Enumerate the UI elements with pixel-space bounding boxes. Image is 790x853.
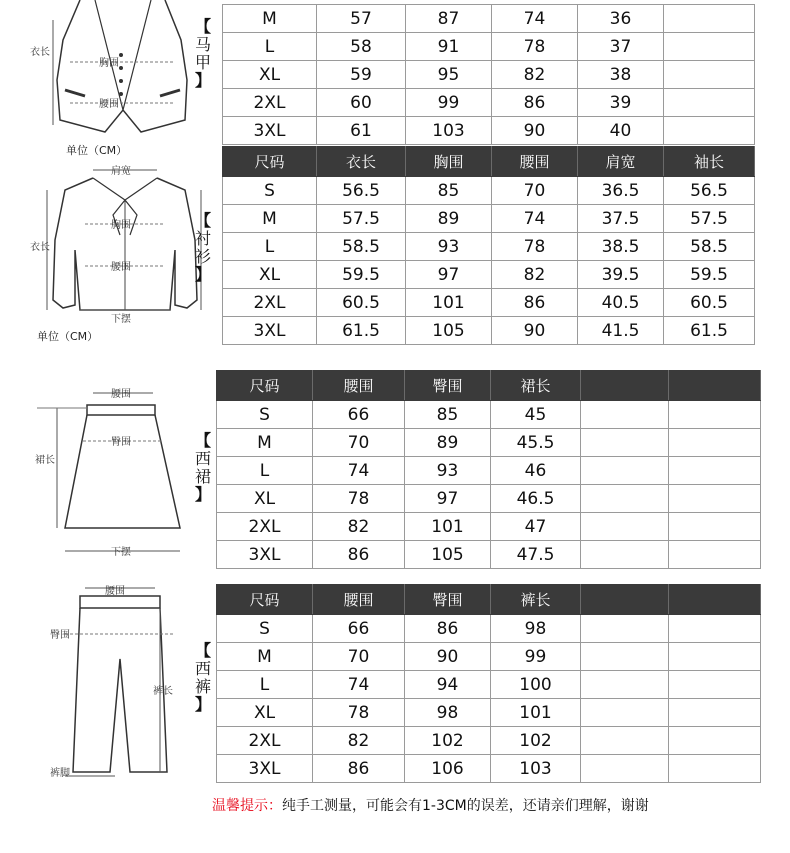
skirt-header-cell: 裙长 bbox=[491, 371, 581, 401]
table-cell: 3XL bbox=[217, 755, 313, 783]
table-row bbox=[223, 61, 755, 89]
table-cell: 94 bbox=[405, 671, 491, 699]
pants-header-cell: 腰围 bbox=[313, 585, 405, 615]
table-cell bbox=[669, 401, 761, 429]
table-cell: 2XL bbox=[223, 289, 317, 317]
pants-length-label: 裤长 bbox=[153, 686, 173, 697]
skirt-hip-label: 臀围 bbox=[111, 437, 131, 448]
table-cell: 99 bbox=[491, 643, 581, 671]
table-cell: 78 bbox=[492, 33, 578, 61]
table-cell: 103 bbox=[406, 117, 492, 145]
table-cell: 98 bbox=[405, 699, 491, 727]
table-cell bbox=[581, 457, 669, 485]
table-row bbox=[223, 261, 755, 289]
table-cell: 86 bbox=[313, 541, 405, 569]
table-cell: 40 bbox=[578, 117, 664, 145]
table-cell: 70 bbox=[492, 177, 578, 205]
table-cell: 3XL bbox=[223, 317, 317, 345]
shirt-size-table bbox=[222, 146, 755, 345]
table-cell: 46 bbox=[491, 457, 581, 485]
table-row bbox=[217, 755, 761, 783]
table-cell: S bbox=[217, 615, 313, 643]
table-cell: 2XL bbox=[223, 89, 317, 117]
table-cell: 70 bbox=[313, 643, 405, 671]
table-cell bbox=[581, 671, 669, 699]
table-cell: XL bbox=[217, 699, 313, 727]
vest-length-label: 衣长 bbox=[30, 47, 50, 58]
table-cell: 97 bbox=[405, 485, 491, 513]
table-cell: 2XL bbox=[217, 513, 313, 541]
shirt-chest-label: 胸围 bbox=[111, 220, 131, 231]
table-row bbox=[223, 289, 755, 317]
table-cell: 66 bbox=[313, 401, 405, 429]
table-cell: 47.5 bbox=[491, 541, 581, 569]
table-cell bbox=[664, 61, 755, 89]
table-row bbox=[217, 699, 761, 727]
skirt-header-cell: 臀围 bbox=[405, 371, 491, 401]
table-cell bbox=[581, 727, 669, 755]
pants-rows bbox=[217, 615, 761, 783]
table-row bbox=[217, 513, 761, 541]
table-cell: 74 bbox=[313, 457, 405, 485]
table-cell: 74 bbox=[492, 5, 578, 33]
table-cell: 86 bbox=[313, 755, 405, 783]
table-cell: 93 bbox=[406, 233, 492, 261]
table-cell: 66 bbox=[313, 615, 405, 643]
table-cell: 45 bbox=[491, 401, 581, 429]
vest-unit: 单位（CM） bbox=[66, 144, 128, 157]
table-cell: 85 bbox=[405, 401, 491, 429]
table-cell: L bbox=[223, 33, 317, 61]
table-cell bbox=[669, 513, 761, 541]
skirt-rows bbox=[217, 401, 761, 569]
table-cell bbox=[669, 429, 761, 457]
table-cell: 90 bbox=[492, 317, 578, 345]
table-cell bbox=[669, 755, 761, 783]
table-cell: 74 bbox=[492, 205, 578, 233]
table-cell: 37 bbox=[578, 33, 664, 61]
table-cell bbox=[581, 699, 669, 727]
table-cell: L bbox=[223, 233, 317, 261]
pants-header-cell bbox=[669, 585, 761, 615]
pants-hem-label: 裤脚 bbox=[50, 768, 70, 779]
tip-text: 纯手工测量，可能会有1-3CM的误差，还请亲们理解，谢谢 bbox=[282, 798, 649, 814]
table-cell: 95 bbox=[406, 61, 492, 89]
table-cell: 103 bbox=[491, 755, 581, 783]
pants-header-cell: 尺码 bbox=[217, 585, 313, 615]
table-cell: 61.5 bbox=[664, 317, 755, 345]
table-cell: 36.5 bbox=[578, 177, 664, 205]
table-cell: L bbox=[217, 457, 313, 485]
table-cell bbox=[581, 429, 669, 457]
table-row bbox=[217, 401, 761, 429]
table-row bbox=[217, 429, 761, 457]
table-cell: 90 bbox=[405, 643, 491, 671]
table-cell: 82 bbox=[492, 261, 578, 289]
table-cell: 47 bbox=[491, 513, 581, 541]
table-cell: 60 bbox=[317, 89, 406, 117]
skirt-header-cell: 腰围 bbox=[313, 371, 405, 401]
table-cell bbox=[664, 5, 755, 33]
table-row bbox=[223, 5, 755, 33]
vest-waist-label: 腰围 bbox=[99, 99, 119, 110]
table-cell: 59.5 bbox=[664, 261, 755, 289]
table-row bbox=[217, 457, 761, 485]
vest-chest-label: 胸围 bbox=[99, 58, 119, 69]
table-cell: 91 bbox=[406, 33, 492, 61]
table-cell bbox=[664, 117, 755, 145]
table-row bbox=[223, 89, 755, 117]
table-cell: 57 bbox=[317, 5, 406, 33]
table-row bbox=[217, 541, 761, 569]
shirt-header-row bbox=[223, 147, 755, 177]
pants-diagram bbox=[25, 584, 195, 784]
table-cell bbox=[581, 755, 669, 783]
table-cell bbox=[669, 615, 761, 643]
table-cell: 56.5 bbox=[664, 177, 755, 205]
table-row bbox=[223, 205, 755, 233]
table-row bbox=[223, 233, 755, 261]
tip-prefix: 温馨提示： bbox=[212, 798, 282, 814]
tip-note bbox=[212, 795, 649, 815]
table-cell bbox=[581, 401, 669, 429]
table-cell: XL bbox=[217, 485, 313, 513]
table-row bbox=[223, 177, 755, 205]
table-row bbox=[223, 117, 755, 145]
table-cell: L bbox=[217, 671, 313, 699]
table-cell bbox=[669, 699, 761, 727]
table-cell: 105 bbox=[406, 317, 492, 345]
table-cell: 60.5 bbox=[317, 289, 406, 317]
table-cell bbox=[669, 457, 761, 485]
table-cell: 102 bbox=[491, 727, 581, 755]
table-row bbox=[223, 33, 755, 61]
table-cell: 58.5 bbox=[317, 233, 406, 261]
table-cell: 90 bbox=[492, 117, 578, 145]
table-cell: S bbox=[223, 177, 317, 205]
table-cell: 78 bbox=[313, 485, 405, 513]
shirt-header-cell: 袖长 bbox=[664, 147, 755, 177]
table-row bbox=[217, 643, 761, 671]
table-cell: 89 bbox=[405, 429, 491, 457]
table-cell: 98 bbox=[491, 615, 581, 643]
table-cell bbox=[669, 727, 761, 755]
table-cell: 85 bbox=[406, 177, 492, 205]
table-cell: 59.5 bbox=[317, 261, 406, 289]
table-cell: 57.5 bbox=[664, 205, 755, 233]
table-cell: 41.5 bbox=[578, 317, 664, 345]
table-cell: 86 bbox=[492, 89, 578, 117]
table-cell: 100 bbox=[491, 671, 581, 699]
table-row bbox=[217, 485, 761, 513]
table-cell bbox=[581, 643, 669, 671]
table-cell: 39.5 bbox=[578, 261, 664, 289]
shirt-hem-label: 下摆 bbox=[111, 314, 131, 325]
table-cell: 86 bbox=[405, 615, 491, 643]
table-cell: XL bbox=[223, 61, 317, 89]
table-cell: M bbox=[223, 205, 317, 233]
table-cell: 106 bbox=[405, 755, 491, 783]
table-cell: 59 bbox=[317, 61, 406, 89]
table-cell: 3XL bbox=[223, 117, 317, 145]
table-cell: 101 bbox=[405, 513, 491, 541]
table-cell: 39 bbox=[578, 89, 664, 117]
table-cell bbox=[581, 513, 669, 541]
table-cell bbox=[669, 541, 761, 569]
table-cell: 38.5 bbox=[578, 233, 664, 261]
shirt-diagram bbox=[25, 160, 215, 335]
shirt-header-cell: 胸围 bbox=[406, 147, 492, 177]
table-row bbox=[217, 727, 761, 755]
table-cell: 56.5 bbox=[317, 177, 406, 205]
shirt-shoulder-label: 肩宽 bbox=[111, 166, 131, 177]
vest-rows bbox=[223, 5, 755, 145]
pants-hip-label: 臀围 bbox=[50, 630, 70, 641]
shirt-header-cell: 衣长 bbox=[317, 147, 406, 177]
table-cell: M bbox=[217, 643, 313, 671]
table-row bbox=[217, 671, 761, 699]
skirt-size-table bbox=[216, 370, 761, 569]
skirt-header-cell bbox=[669, 371, 761, 401]
table-cell: 74 bbox=[313, 671, 405, 699]
skirt-diagram bbox=[25, 383, 195, 573]
table-cell bbox=[664, 33, 755, 61]
table-cell: 87 bbox=[406, 5, 492, 33]
table-cell: 2XL bbox=[217, 727, 313, 755]
table-cell: 101 bbox=[491, 699, 581, 727]
shirt-header-cell: 肩宽 bbox=[578, 147, 664, 177]
pants-size-table bbox=[216, 584, 761, 783]
skirt-header-row bbox=[217, 371, 761, 401]
table-cell: 93 bbox=[405, 457, 491, 485]
table-cell: 78 bbox=[313, 699, 405, 727]
table-cell: M bbox=[217, 429, 313, 457]
table-cell: 61 bbox=[317, 117, 406, 145]
shirt-unit: 单位（CM） bbox=[37, 330, 99, 343]
skirt-length-label: 裙长 bbox=[35, 455, 55, 466]
table-cell: S bbox=[217, 401, 313, 429]
table-cell: 37.5 bbox=[578, 205, 664, 233]
table-cell bbox=[581, 485, 669, 513]
vest-label: 【 马 甲 】 bbox=[194, 17, 211, 90]
table-cell bbox=[669, 643, 761, 671]
shirt-rows bbox=[223, 177, 755, 345]
vest-diagram bbox=[25, 0, 195, 145]
pants-header-row bbox=[217, 585, 761, 615]
pants-header-cell bbox=[581, 585, 669, 615]
table-cell: 70 bbox=[313, 429, 405, 457]
table-cell bbox=[581, 615, 669, 643]
table-cell: 61.5 bbox=[317, 317, 406, 345]
shirt-header-cell: 尺码 bbox=[223, 147, 317, 177]
table-cell: 57.5 bbox=[317, 205, 406, 233]
table-cell: 99 bbox=[406, 89, 492, 117]
table-cell: 89 bbox=[406, 205, 492, 233]
skirt-label: 【 西 裙 】 bbox=[194, 431, 211, 504]
shirt-waist-label: 腰围 bbox=[111, 262, 131, 273]
table-cell: 82 bbox=[313, 513, 405, 541]
pants-label: 【 西 裤 】 bbox=[194, 641, 211, 714]
table-cell: 3XL bbox=[217, 541, 313, 569]
skirt-header-cell bbox=[581, 371, 669, 401]
pants-header-cell: 臀围 bbox=[405, 585, 491, 615]
vest-size-table bbox=[222, 4, 755, 145]
table-cell: 38 bbox=[578, 61, 664, 89]
table-cell: 101 bbox=[406, 289, 492, 317]
table-cell bbox=[669, 485, 761, 513]
table-cell: 102 bbox=[405, 727, 491, 755]
table-row bbox=[223, 317, 755, 345]
table-cell: 58 bbox=[317, 33, 406, 61]
table-cell: 86 bbox=[492, 289, 578, 317]
table-cell: M bbox=[223, 5, 317, 33]
table-cell: 36 bbox=[578, 5, 664, 33]
table-cell: 58.5 bbox=[664, 233, 755, 261]
table-row bbox=[217, 615, 761, 643]
skirt-hem-label: 下摆 bbox=[111, 547, 131, 558]
table-cell: 46.5 bbox=[491, 485, 581, 513]
pants-waist-label: 腰围 bbox=[105, 586, 125, 597]
shirt-header-cell: 腰围 bbox=[492, 147, 578, 177]
table-cell: 60.5 bbox=[664, 289, 755, 317]
table-cell bbox=[664, 89, 755, 117]
table-cell: XL bbox=[223, 261, 317, 289]
table-cell: 105 bbox=[405, 541, 491, 569]
skirt-waist-label: 腰围 bbox=[111, 389, 131, 400]
pants-header-cell: 裤长 bbox=[491, 585, 581, 615]
table-cell: 97 bbox=[406, 261, 492, 289]
shirt-label: 【 衬 衫 】 bbox=[194, 211, 211, 284]
table-cell: 82 bbox=[313, 727, 405, 755]
table-cell bbox=[581, 541, 669, 569]
table-cell: 40.5 bbox=[578, 289, 664, 317]
table-cell: 78 bbox=[492, 233, 578, 261]
skirt-header-cell: 尺码 bbox=[217, 371, 313, 401]
shirt-length-label: 衣长 bbox=[30, 242, 50, 253]
table-cell: 45.5 bbox=[491, 429, 581, 457]
table-cell: 82 bbox=[492, 61, 578, 89]
table-cell bbox=[669, 671, 761, 699]
